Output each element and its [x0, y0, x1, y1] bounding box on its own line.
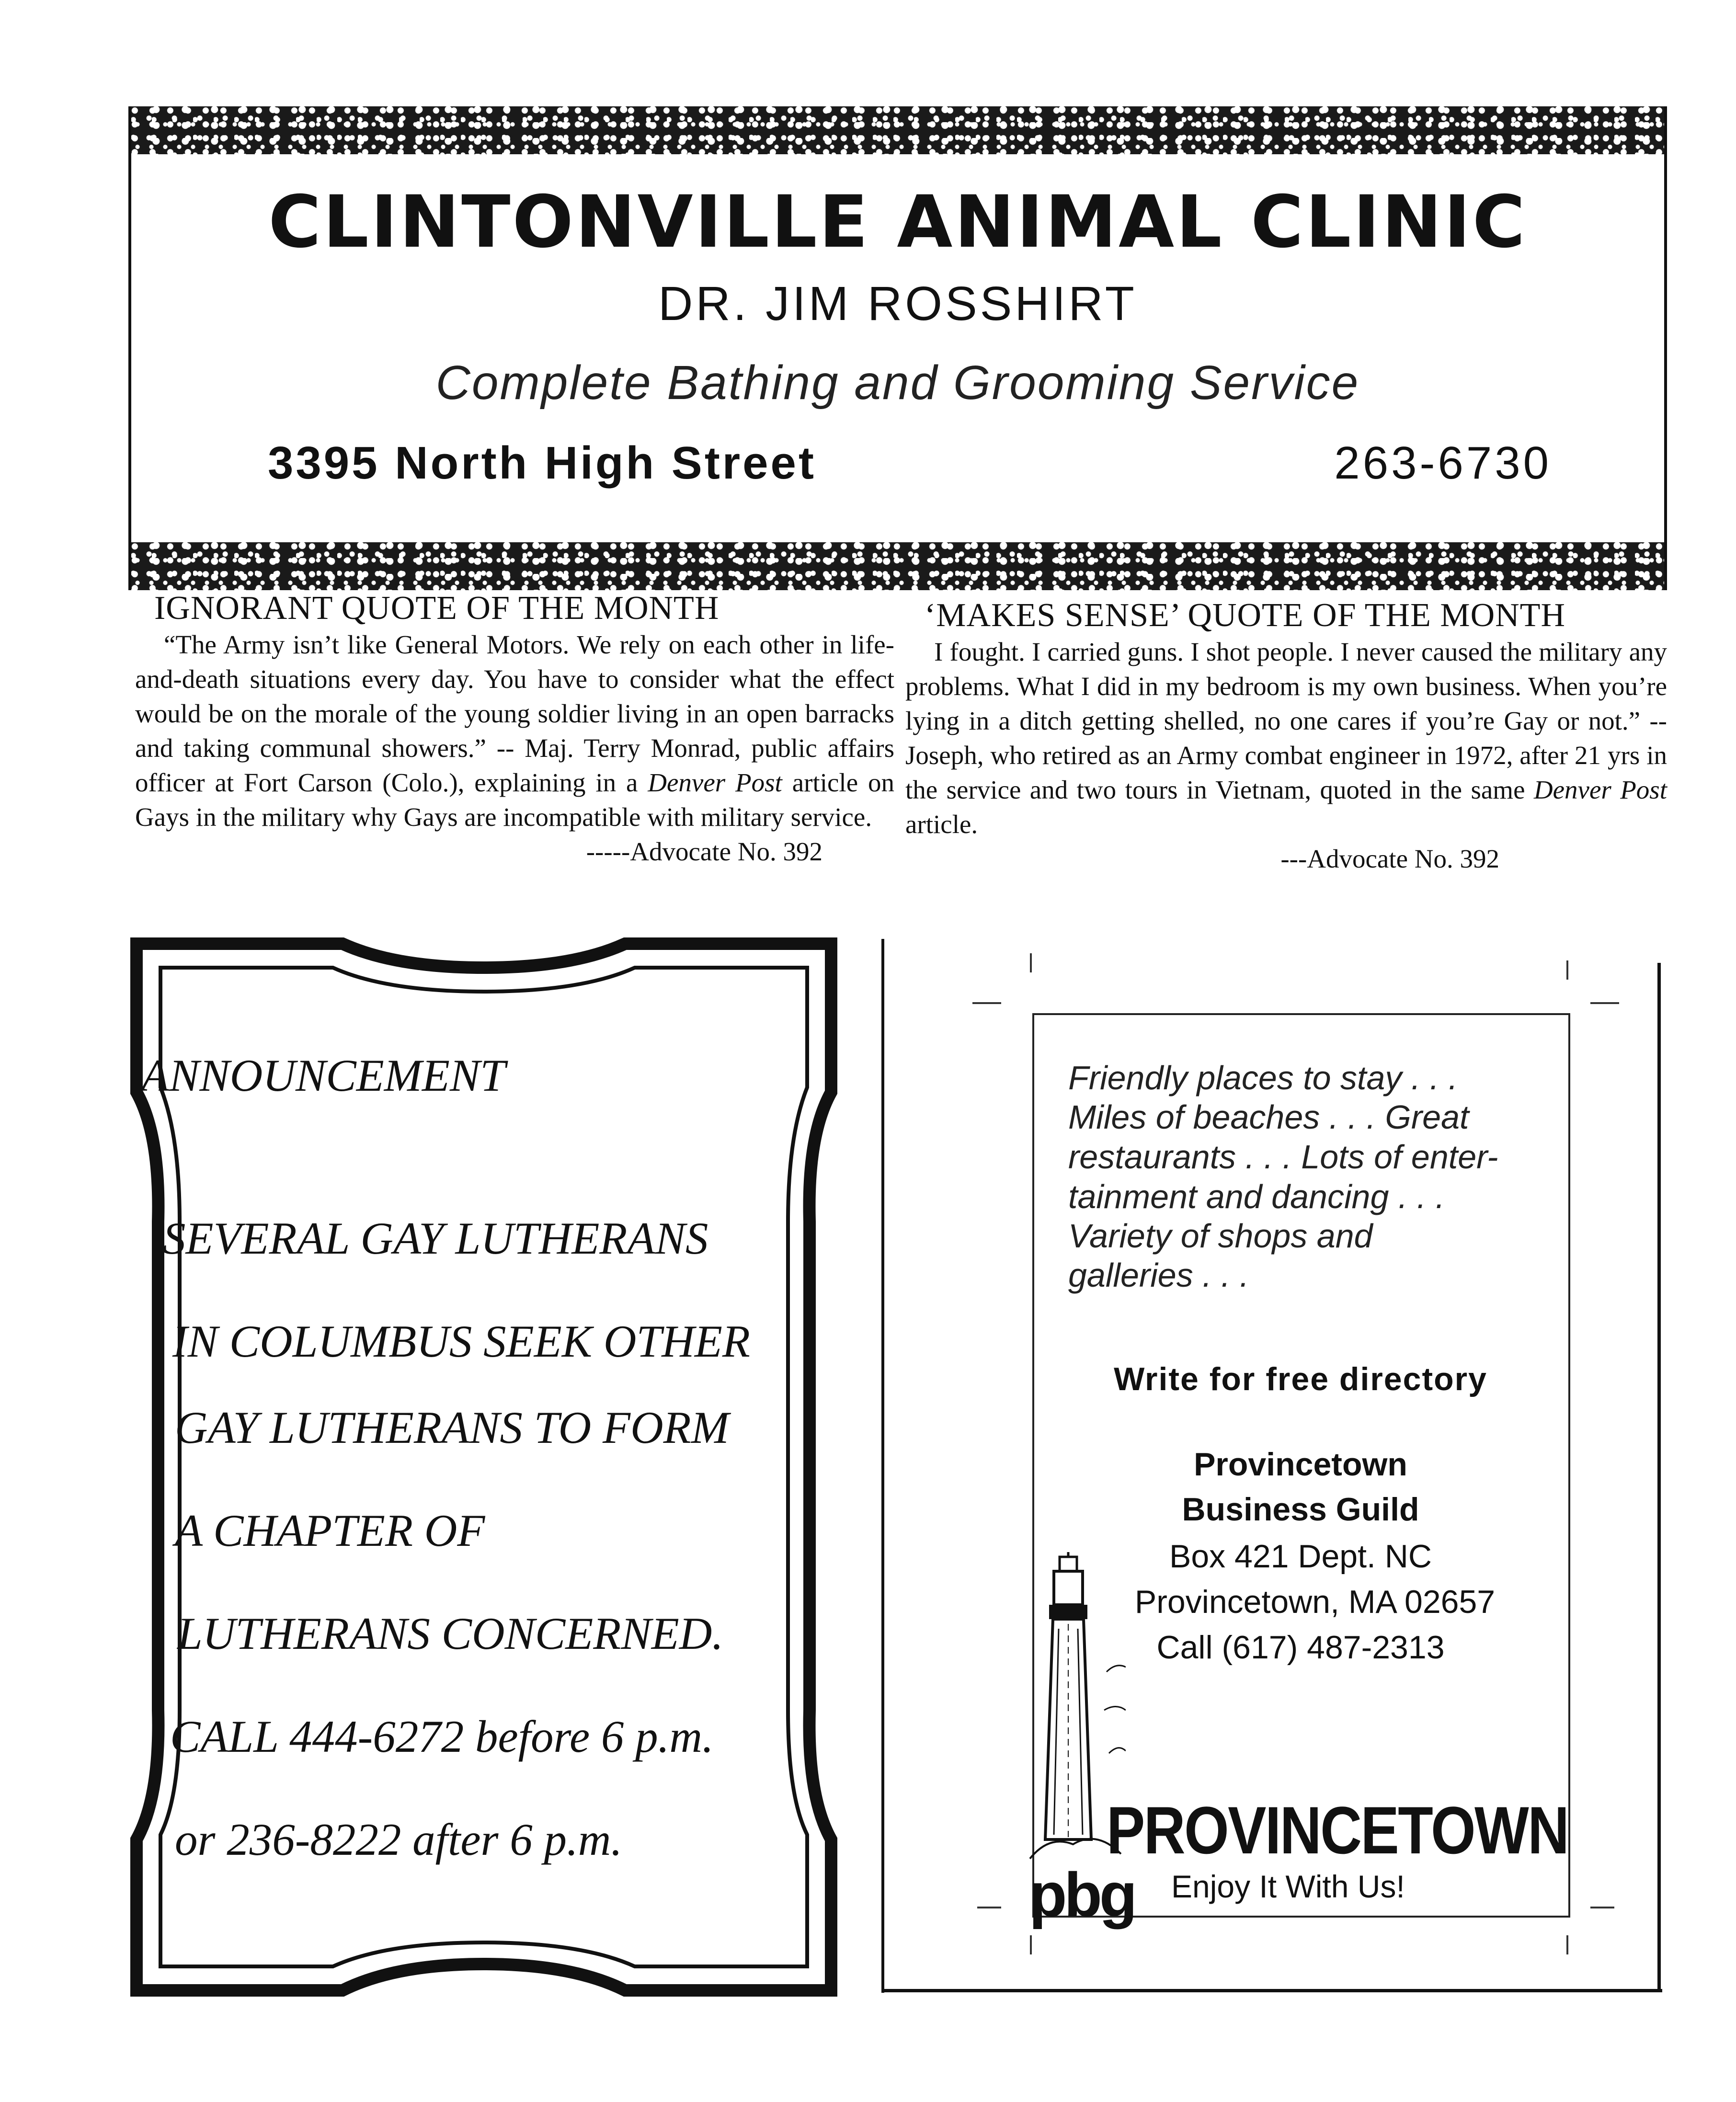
- provincetown-org-line: Business Guild: [1182, 1491, 1419, 1528]
- speckled-border-top: [131, 106, 1664, 154]
- ignorant-quote-body: “The Army isn’t like General Motors. We rely on each other in life-and-death situations every day. You have to consider what the effect would be on the morale of the young soldier living in an open barracks and taking communal showers.” -- Maj. Terry Monrad, public affairs officer at Fort Carson (Colo.), explaining in a: [135, 630, 894, 797]
- provincetown-box: Box 421 Dept. NC: [1169, 1538, 1432, 1575]
- provincetown-pitch-line: Miles of beaches . . . Great: [1068, 1098, 1469, 1136]
- crop-mark: [972, 1002, 1001, 1004]
- announcement-line: or 236-8222 after 6 p.m.: [175, 1814, 623, 1865]
- announcement-line: IN COLUMBUS SEEK OTHER: [172, 1316, 750, 1367]
- provincetown-cta: Write for free directory: [1114, 1361, 1487, 1397]
- ignorant-quote-heading: IGNORANT QUOTE OF THE MONTH: [154, 590, 720, 627]
- provincetown-phone: Call (617) 487-2313: [1156, 1629, 1445, 1666]
- provincetown-outer-border: [881, 1989, 1662, 1992]
- announcement-line: A CHAPTER OF: [175, 1505, 485, 1556]
- makes-sense-quote-body-end: article.: [905, 810, 978, 839]
- clinic-address: 3395 North High Street: [268, 437, 816, 489]
- provincetown-slogan: Enjoy It With Us!: [1171, 1869, 1405, 1904]
- clinic-service: Complete Bathing and Grooming Service: [435, 356, 1360, 410]
- provincetown-logo-word: PROVINCETOWN: [1107, 1793, 1568, 1868]
- clinic-phone: 263-6730: [1334, 437, 1552, 489]
- announcement-line: GAY LUTHERANS TO FORM: [175, 1402, 729, 1453]
- makes-sense-quote-publication: Denver Post: [1533, 775, 1667, 804]
- provincetown-pitch-line: Friendly places to stay . . .: [1068, 1059, 1458, 1097]
- makes-sense-quote-body: I fought. I carried guns. I shot people. I never caused the military any problems. What I did in my bedroom is my own business. When you’re lying in a ditch getting shelled, no one cares if you’re Gay or not.” --Joseph, who retired as an Army combat engineer in 1972, after 21 yrs in the service and two tours in Vietnam, quoted in the same: [905, 637, 1667, 804]
- makes-sense-quote-text: [905, 635, 1667, 842]
- crop-mark: [1566, 1935, 1568, 1954]
- pbg-monogram: pbg: [1029, 1860, 1135, 1930]
- makes-sense-quote: [905, 596, 1667, 876]
- announcement-line: SEVERAL GAY LUTHERANS: [163, 1213, 708, 1264]
- crop-mark: [1590, 1002, 1619, 1004]
- announcement-line: LUTHERANS CONCERNED.: [177, 1608, 724, 1659]
- crop-mark: [1590, 1907, 1614, 1908]
- provincetown-outer-border: [1657, 963, 1661, 1990]
- clinic-doctor: DR. JIM ROSSHIRT: [658, 277, 1137, 331]
- provincetown-pitch-line: galleries . . .: [1068, 1257, 1249, 1294]
- provincetown-pitch-line: tainment and dancing . . .: [1068, 1178, 1445, 1215]
- speckled-border-bottom: [131, 542, 1664, 590]
- crop-mark: [1030, 1935, 1032, 1954]
- provincetown-city: Provincetown, MA 02657: [1134, 1584, 1496, 1620]
- announcement-line: CALL 444-6272 before 6 p.m.: [170, 1711, 714, 1762]
- makes-sense-quote-heading: ‘MAKES SENSE’ QUOTE OF THE MONTH: [925, 597, 1566, 634]
- clinic-ad: [128, 106, 1667, 590]
- ignorant-quote-source: -----Advocate No. 392: [586, 837, 822, 866]
- ignorant-quote: [135, 589, 894, 869]
- clinic-name: CLINTONVILLE ANIMAL CLINIC: [268, 181, 1527, 264]
- makes-sense-quote-source: ---Advocate No. 392: [1280, 844, 1499, 873]
- provincetown-pitch-line: restaurants . . . Lots of enter-: [1068, 1138, 1498, 1176]
- ignorant-quote-publication: Denver Post: [648, 768, 782, 797]
- ignorant-quote-text: [135, 628, 894, 834]
- crop-mark: [977, 1907, 1001, 1908]
- provincetown-org-line: Provincetown: [1194, 1446, 1407, 1483]
- announcement-title: ANNOUNCEMENT: [141, 1050, 506, 1101]
- ignorant-quote-body-end: article on Gays in the military why Gays are incompatible with military service.: [135, 768, 894, 832]
- provincetown-outer-border: [881, 939, 884, 1993]
- provincetown-pitch-line: Variety of shops and: [1068, 1217, 1373, 1255]
- crop-mark: [1030, 953, 1032, 972]
- crop-mark: [1566, 960, 1568, 980]
